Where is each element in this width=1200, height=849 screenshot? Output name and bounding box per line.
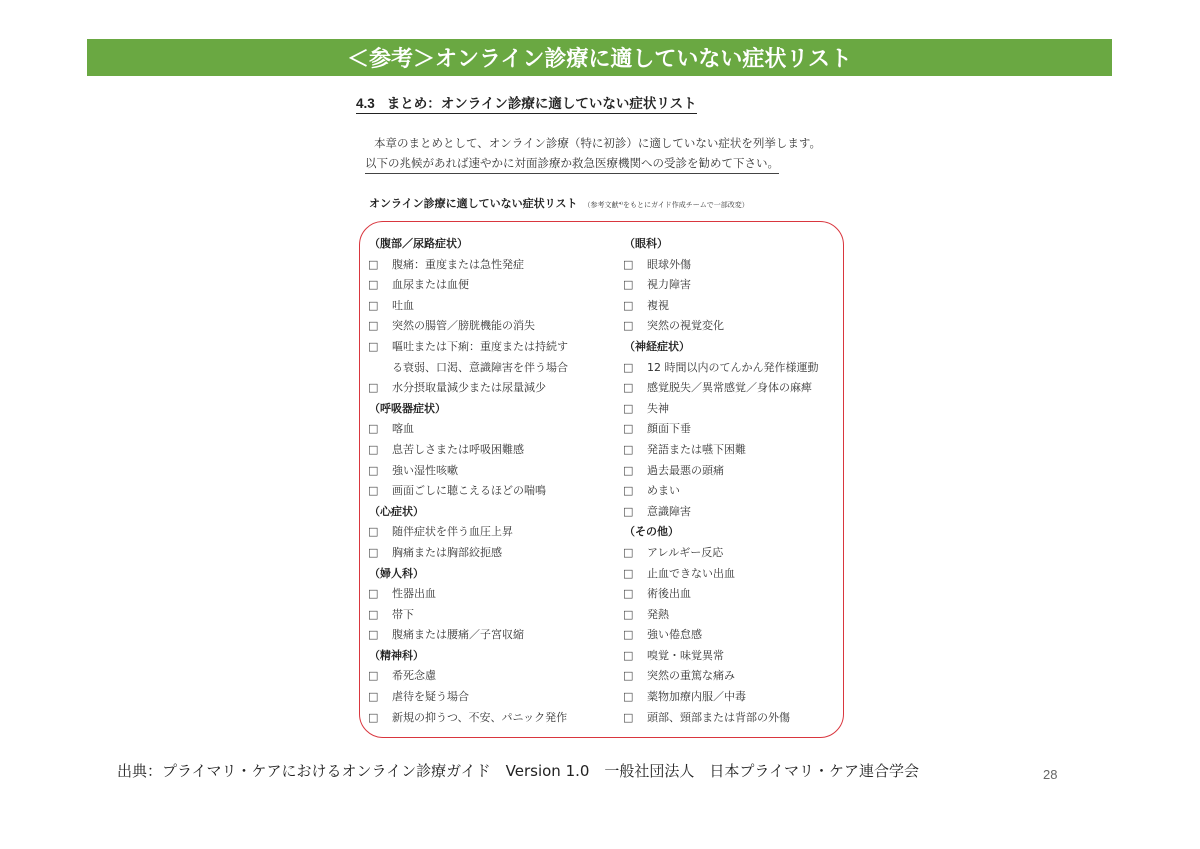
intro-line-2: 以下の兆候があれば速やかに対面診療か救急医療機関への受診を勧めて下さい。 — [365, 153, 779, 174]
symptom-item — [368, 708, 568, 729]
checkbox-icon: □ — [623, 690, 634, 704]
symptom-item — [623, 481, 819, 502]
symptom-text: 血尿または血便 — [392, 278, 469, 292]
symptom-text: 顔面下垂 — [647, 422, 691, 436]
symptom-item — [623, 564, 819, 585]
symptom-item — [368, 275, 568, 296]
symptom-text: 帯下 — [392, 607, 414, 621]
checkbox-icon: □ — [623, 401, 634, 415]
page-number: 28 — [1043, 767, 1058, 782]
symptom-column-right — [623, 234, 819, 728]
checkbox-icon: □ — [368, 442, 379, 456]
checkbox-icon: □ — [368, 319, 379, 333]
symptom-text: 強い湿性咳嗽 — [392, 463, 458, 477]
list-title-note: （参考文献⁴⁾をもとにガイド作成チームで一部改変） — [583, 201, 749, 209]
category-heading: （その他） — [624, 525, 679, 539]
symptom-text: 強い倦怠感 — [647, 628, 702, 642]
symptom-text: 止血できない出血 — [647, 566, 735, 580]
checkbox-icon: □ — [368, 257, 379, 271]
symptom-text: 過去最悪の頭痛 — [647, 463, 724, 477]
symptom-text: 失神 — [647, 401, 669, 415]
checkbox-icon: □ — [368, 628, 379, 642]
symptom-text: 頭部、頸部または背部の外傷 — [647, 710, 790, 724]
symptom-text: 息苦しさまたは呼吸困難感 — [392, 442, 524, 456]
symptom-text: 発熱 — [647, 607, 669, 621]
symptom-item — [368, 543, 568, 564]
symptom-text: 性器出血 — [392, 587, 436, 601]
symptom-item — [368, 605, 568, 626]
intro-line-1: 本章のまとめとして、オンライン診療（特に初診）に適していない症状を列挙します。 — [374, 136, 822, 150]
symptom-item — [623, 646, 819, 667]
symptom-list-title — [369, 195, 749, 211]
symptom-item — [368, 687, 568, 708]
symptom-text: 水分摂取量減少または尿量減少 — [392, 381, 546, 395]
checkbox-icon: □ — [623, 319, 634, 333]
symptom-item — [623, 296, 819, 317]
symptom-text: 意識障害 — [647, 504, 691, 518]
symptom-text: 腹痛または腰痛／子宮収縮 — [392, 628, 524, 642]
checkbox-icon: □ — [368, 278, 379, 292]
checkbox-icon: □ — [623, 381, 634, 395]
checkbox-icon: □ — [623, 628, 634, 642]
symptom-column-left — [368, 234, 568, 728]
checkbox-icon: □ — [368, 690, 379, 704]
checkbox-icon: □ — [368, 545, 379, 559]
symptom-item — [368, 255, 568, 276]
symptom-text: 随伴症状を伴う血圧上昇 — [392, 525, 513, 539]
symptom-item — [623, 419, 819, 440]
slide-title-banner — [87, 39, 1112, 76]
symptom-item — [368, 419, 568, 440]
category-heading: （眼科） — [624, 237, 668, 250]
symptom-item — [368, 481, 568, 502]
symptom-text: 画面ごしに聴こえるほどの喘鳴 — [392, 484, 546, 498]
symptom-text: 突然の視覚変化 — [647, 319, 724, 333]
symptom-item — [623, 584, 819, 605]
checkbox-icon: □ — [368, 669, 379, 683]
section-title: まとめ：オンライン診療に適していない症状リスト — [386, 96, 697, 112]
checkbox-icon: □ — [623, 669, 634, 683]
symptom-item — [623, 625, 819, 646]
source-citation: 出典：プライマリ・ケアにおけるオンライン診療ガイド Version 1.0 一般社団法人 日本プライマリ・ケア連合学会 — [117, 762, 919, 780]
symptom-item — [368, 337, 568, 358]
symptom-text: 新規の抑うつ、不安、パニック発作 — [392, 710, 568, 724]
symptom-text: アレルギー反応 — [647, 545, 724, 559]
symptom-item — [623, 461, 819, 482]
symptom-item — [623, 687, 819, 708]
category-heading: （呼吸器症状） — [369, 401, 446, 415]
symptom-item — [623, 378, 819, 399]
symptom-item — [623, 275, 819, 296]
symptom-text: 術後出血 — [647, 587, 691, 601]
symptom-text: 希死念慮 — [392, 669, 436, 683]
checkbox-icon: □ — [368, 525, 379, 539]
symptom-item — [368, 316, 568, 337]
symptom-item — [623, 316, 819, 337]
symptom-text: 嘔吐または下痢：重度または持続す — [392, 339, 568, 353]
symptom-item — [623, 605, 819, 626]
slide-title: ＜参考＞オンライン診療に適していない症状リスト — [347, 47, 852, 72]
checkbox-icon: □ — [623, 360, 634, 374]
checkbox-icon: □ — [368, 463, 379, 477]
symptom-item — [623, 255, 819, 276]
symptom-item — [623, 440, 819, 461]
category-heading: （心症状） — [369, 504, 424, 518]
symptom-item — [368, 666, 568, 687]
checkbox-icon: □ — [368, 710, 379, 724]
symptom-text: めまい — [647, 484, 680, 498]
category-heading: （婦人科） — [369, 566, 424, 580]
symptom-item — [623, 708, 819, 729]
checkbox-icon: □ — [623, 484, 634, 498]
checkbox-icon: □ — [623, 463, 634, 477]
checkbox-icon: □ — [623, 710, 634, 724]
symptom-item — [368, 440, 568, 461]
symptom-text: 突然の重篤な痛み — [647, 669, 735, 683]
checkbox-icon: □ — [368, 298, 379, 312]
symptom-item — [368, 584, 568, 605]
checkbox-icon: □ — [623, 257, 634, 271]
symptom-text: 感覚脱失／異常感覚／身体の麻痺 — [647, 381, 812, 395]
symptom-text: 胸痛または胸部絞扼感 — [392, 545, 502, 559]
symptom-item — [623, 666, 819, 687]
symptom-item-continuation — [368, 358, 568, 379]
symptom-item — [623, 399, 819, 420]
symptom-item — [368, 378, 568, 399]
symptom-item — [368, 296, 568, 317]
section-number: 4.3 — [356, 96, 375, 111]
list-title-text: オンライン診療に適していない症状リスト — [369, 197, 578, 210]
checkbox-icon: □ — [368, 422, 379, 436]
symptom-text: 発語または嚥下困難 — [647, 442, 746, 456]
symptom-item — [368, 461, 568, 482]
symptom-item — [368, 625, 568, 646]
category-heading: （腹部／尿路症状） — [369, 237, 468, 250]
checkbox-icon: □ — [368, 381, 379, 395]
symptom-text: 12 時間以内のてんかん発作様運動 — [647, 360, 819, 374]
checkbox-icon: □ — [368, 339, 379, 353]
symptom-text: 複視 — [647, 298, 669, 312]
category-heading: （神経症状） — [624, 339, 690, 353]
checkbox-icon: □ — [623, 504, 634, 518]
symptom-text: 虐待を疑う場合 — [392, 690, 469, 704]
checkbox-icon: □ — [623, 422, 634, 436]
checkbox-icon: □ — [623, 278, 634, 292]
symptom-item — [623, 543, 819, 564]
symptom-text: 薬物加療内服／中毒 — [647, 690, 746, 704]
checkbox-icon: □ — [623, 442, 634, 456]
symptom-item — [623, 502, 819, 523]
intro-paragraph — [365, 133, 821, 174]
checkbox-icon: □ — [623, 545, 634, 559]
symptom-text: 嗅覚・味覚異常 — [647, 648, 724, 662]
checkbox-icon: □ — [623, 566, 634, 580]
symptom-item — [368, 522, 568, 543]
symptom-text: 眼球外傷 — [647, 257, 691, 271]
symptom-text: 突然の腸管／膀胱機能の消失 — [392, 319, 535, 333]
symptom-text: る衰弱、口渇、意識障害を伴う場合 — [392, 360, 568, 374]
section-heading — [356, 92, 697, 114]
category-heading: （精神科） — [369, 648, 424, 662]
checkbox-icon: □ — [368, 607, 379, 621]
symptom-text: 吐血 — [392, 298, 414, 312]
checkbox-icon: □ — [623, 607, 634, 621]
symptom-text: 腹痛：重度または急性発症 — [392, 257, 524, 271]
checkbox-icon: □ — [368, 484, 379, 498]
symptom-text: 視力障害 — [647, 278, 691, 292]
checkbox-icon: □ — [368, 587, 379, 601]
checkbox-icon: □ — [623, 648, 634, 662]
checkbox-icon: □ — [623, 587, 634, 601]
checkbox-icon: □ — [623, 298, 634, 312]
symptom-item — [623, 358, 819, 379]
symptom-text: 喀血 — [392, 422, 414, 436]
